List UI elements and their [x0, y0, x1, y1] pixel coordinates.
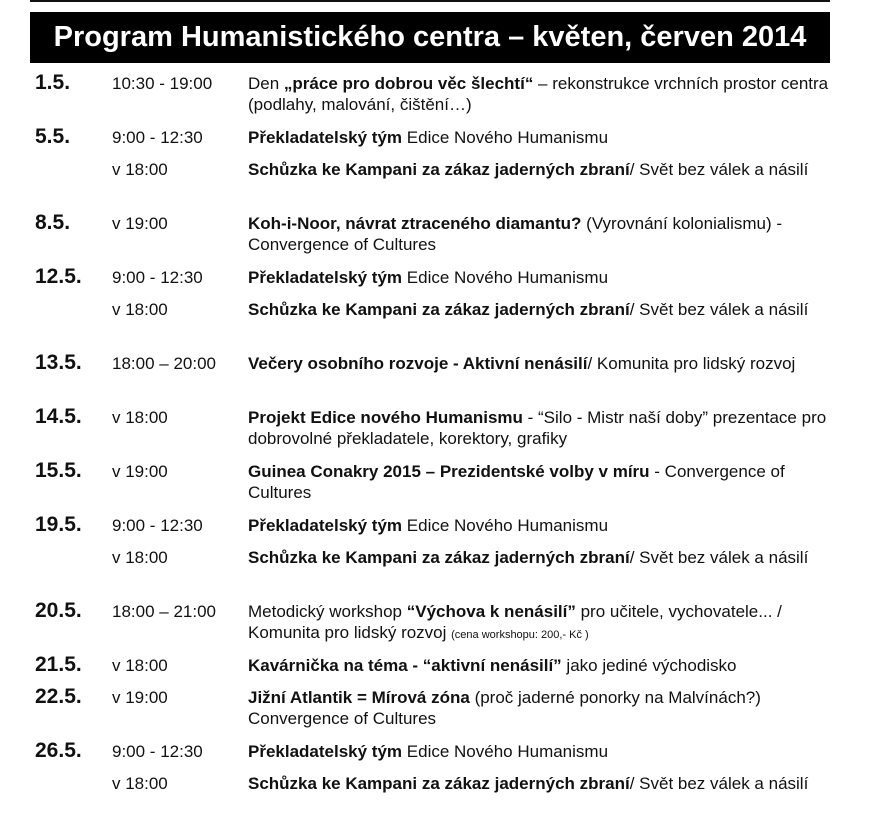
event-title-text: Večery osobního rozvoje - Aktivní nenásilí — [248, 354, 588, 373]
event-date: 22.5. — [35, 685, 82, 708]
top-rule — [30, 0, 830, 8]
event-title-text: Překladatelský tým — [248, 128, 403, 147]
event-description — [248, 159, 838, 180]
event-time: v 18:00 — [112, 300, 168, 319]
event-title-text: Jižní Atlantik = Mírová zóna — [248, 688, 470, 707]
event-title-text: Projekt Edice nového Humanismu — [248, 408, 523, 427]
event-title-text: Schůzka ke Kampani za zákaz jaderných zbraní — [248, 548, 630, 567]
event-detail-text: pro učitele, vychovatele... / Komunita pro lidský rozvoj — [248, 602, 782, 642]
event-time: 18:00 – 20:00 — [112, 354, 216, 373]
event-date: 8.5. — [35, 211, 71, 234]
event-title-text: Kavárnička na téma - “aktivní nenásilí” — [248, 656, 562, 675]
event-date: 1.5. — [35, 71, 71, 94]
event-date: 13.5. — [35, 351, 82, 374]
event-description — [248, 353, 838, 374]
event-description — [248, 601, 838, 646]
event-description — [248, 127, 838, 148]
event-description — [248, 213, 838, 255]
event-title-text: Překladatelský tým — [248, 516, 403, 535]
event-date: 5.5. — [35, 125, 71, 148]
event-detail-text: / Komunita pro lidský rozvoj — [587, 354, 796, 373]
event-date: 21.5. — [35, 653, 82, 676]
event-date: 12.5. — [35, 265, 82, 288]
event-time: 10:30 - 19:00 — [112, 74, 213, 93]
event-description — [248, 687, 838, 729]
event-title-text: Schůzka ke Kampani za zákaz jaderných zbraní — [248, 160, 630, 179]
event-time: v 18:00 — [112, 656, 168, 675]
event-time: 9:00 - 12:30 — [112, 128, 203, 147]
event-detail-text: Edice Nového Humanismu — [402, 268, 609, 287]
event-description — [248, 741, 838, 762]
event-description — [248, 299, 838, 320]
event-detail-text: Den — [248, 74, 284, 93]
event-time: v 18:00 — [112, 160, 168, 179]
event-description — [248, 407, 838, 449]
event-detail-text: Edice Nového Humanismu — [402, 516, 609, 535]
event-description — [248, 267, 838, 288]
event-description — [248, 73, 838, 115]
event-time: v 19:00 — [112, 214, 168, 233]
event-time: 9:00 - 12:30 — [112, 516, 203, 535]
event-date: 20.5. — [35, 599, 82, 622]
event-description — [248, 655, 838, 676]
event-description — [248, 515, 838, 536]
event-detail-text: Edice Nového Humanismu — [402, 742, 609, 761]
event-date: 15.5. — [35, 459, 82, 482]
event-time: v 18:00 — [112, 774, 168, 793]
event-title-text: Schůzka ke Kampani za zákaz jaderných zbraní — [248, 300, 630, 319]
event-detail-text: / Svět bez válek a násilí — [629, 774, 809, 793]
event-time: 9:00 - 12:30 — [112, 742, 203, 761]
event-title-text: Guinea Conakry 2015 – Prezidentské volby v míru — [248, 462, 650, 481]
event-detail-text: jako jediné východisko — [561, 656, 737, 675]
event-detail-text: Edice Nového Humanismu — [402, 128, 609, 147]
event-detail-text: (Vyrovnání kolonialismu) - Convergence of Cultures — [248, 214, 783, 254]
event-date: 26.5. — [35, 739, 82, 762]
event-title-text: “Výchova k nenásilí” — [406, 602, 576, 621]
event-date: 14.5. — [35, 405, 82, 428]
event-detail-text: - “Silo - Mistr naší doby” prezentace pro dobrovolné překladatele, korektory, grafiky — [248, 408, 827, 448]
event-detail-text: / Svět bez válek a násilí — [629, 548, 809, 567]
event-description — [248, 547, 838, 568]
event-title-text: Schůzka ke Kampani za zákaz jaderných zbraní — [248, 774, 630, 793]
event-title-text: Koh-i-Noor, návrat ztraceného diamantu? — [248, 214, 582, 233]
event-time: 9:00 - 12:30 — [112, 268, 203, 287]
event-title-text: „práce pro dobrou věc šlechtí“ — [283, 74, 534, 93]
event-detail-text: / Svět bez válek a násilí — [629, 300, 809, 319]
event-detail-text: – rekonstrukce vrchních prostor centra (podlahy, malování, čištění…) — [248, 74, 829, 114]
event-time: 18:00 – 21:00 — [112, 602, 216, 621]
event-time: v 18:00 — [112, 408, 168, 427]
event-detail-text: - Convergence of Cultures — [248, 462, 785, 502]
event-detail-text: (cena workshopu: 200,- Kč ) — [451, 629, 589, 641]
event-description — [248, 773, 838, 794]
event-time: v 19:00 — [112, 688, 168, 707]
event-detail-text: / Svět bez válek a násilí — [629, 160, 809, 179]
event-detail-text: Metodický workshop — [248, 602, 407, 621]
event-description — [248, 461, 838, 503]
event-title-text: Překladatelský tým — [248, 268, 403, 287]
event-date: 19.5. — [35, 513, 82, 536]
event-time: v 19:00 — [112, 462, 168, 481]
event-time: v 18:00 — [112, 548, 168, 567]
event-detail-text: (proč jaderné ponorky na Malvínách?) Convergence of Cultures — [248, 688, 761, 728]
page-title: Program Humanistického centra – květen, červen 2014 — [30, 12, 830, 63]
event-title-text: Překladatelský tým — [248, 742, 403, 761]
